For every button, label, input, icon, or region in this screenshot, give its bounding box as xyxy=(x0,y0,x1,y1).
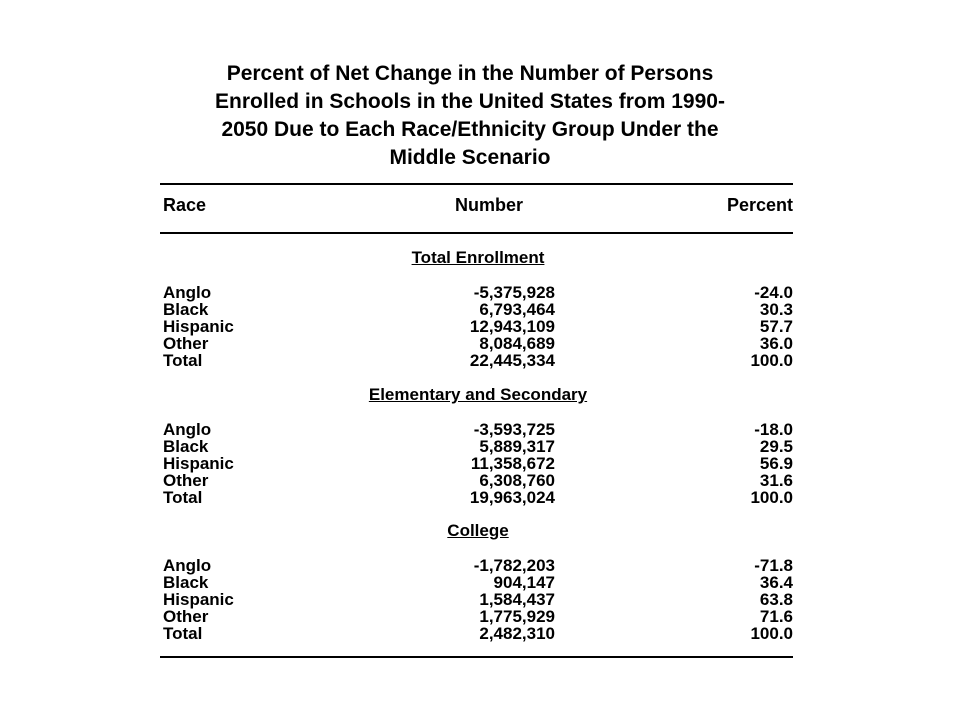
section-title: College xyxy=(447,521,509,540)
cell-number: -1,782,203 xyxy=(473,556,555,575)
cell-number: 19,963,024 xyxy=(469,488,555,507)
section-rows xyxy=(163,284,793,369)
cell-number: 5,889,317 xyxy=(479,437,555,456)
cell-number: 12,943,109 xyxy=(469,317,555,336)
title-line: Enrolled in Schools in the United States from 1990- xyxy=(215,90,725,113)
cell-race: Other xyxy=(163,607,209,626)
cell-race: Other xyxy=(163,334,209,353)
title-line: Middle Scenario xyxy=(389,146,551,169)
cell-number: -3,593,725 xyxy=(473,420,555,439)
cell-number: 6,308,760 xyxy=(479,471,555,490)
cell-race: Hispanic xyxy=(163,454,234,473)
header-divider-rule xyxy=(160,232,793,234)
title-line: Percent of Net Change in the Number of Persons xyxy=(226,62,714,85)
cell-race: Total xyxy=(163,624,203,643)
cell-race: Black xyxy=(163,300,209,319)
cell-race: Total xyxy=(163,488,203,507)
cell-number: 2,482,310 xyxy=(479,624,555,643)
table-row xyxy=(163,421,793,438)
cell-race: Total xyxy=(163,351,203,370)
table-row xyxy=(163,489,793,506)
cell-number: 6,793,464 xyxy=(479,300,555,319)
section-title: Total Enrollment xyxy=(411,248,545,267)
table-row xyxy=(163,608,793,625)
cell-number: 11,358,672 xyxy=(470,454,555,473)
table-row xyxy=(163,472,793,489)
title-line: 2050 Due to Each Race/Ethnicity Group Under the xyxy=(221,118,719,141)
cell-number: 1,775,929 xyxy=(479,607,555,626)
cell-percent: 71.6 xyxy=(759,607,793,626)
table-top-rule xyxy=(160,183,793,185)
cell-percent: 29.5 xyxy=(759,437,793,456)
table-row xyxy=(163,438,793,455)
cell-percent: 100.0 xyxy=(750,351,793,370)
table-row xyxy=(163,301,793,318)
table-bottom-rule xyxy=(160,656,793,658)
page-title xyxy=(150,60,790,172)
cell-percent: 36.4 xyxy=(759,573,793,592)
column-header-race: Race xyxy=(163,195,207,215)
table-row xyxy=(163,591,793,608)
cell-race: Other xyxy=(163,471,209,490)
section-title: Elementary and Secondary xyxy=(368,385,588,404)
cell-percent: 56.9 xyxy=(759,454,793,473)
table-row xyxy=(163,352,793,369)
column-header-percent: Percent xyxy=(726,195,793,215)
table-row xyxy=(163,557,793,574)
table-row xyxy=(163,318,793,335)
cell-number: 22,445,334 xyxy=(469,351,555,370)
section-rows xyxy=(163,421,793,506)
cell-percent: 100.0 xyxy=(750,488,793,507)
section-rows xyxy=(163,557,793,642)
cell-race: Black xyxy=(163,437,209,456)
table-row xyxy=(163,335,793,352)
table-header xyxy=(163,195,793,217)
cell-percent: 36.0 xyxy=(759,334,793,353)
column-header-number: Number xyxy=(454,195,523,215)
cell-number: 1,584,437 xyxy=(479,590,555,609)
cell-percent: -71.8 xyxy=(754,556,793,575)
cell-race: Anglo xyxy=(163,556,212,575)
cell-number: 904,147 xyxy=(493,573,555,592)
cell-percent: 63.8 xyxy=(759,590,793,609)
cell-percent: -24.0 xyxy=(754,283,793,302)
cell-race: Anglo xyxy=(163,420,212,439)
cell-percent: 100.0 xyxy=(750,624,793,643)
cell-percent: 30.3 xyxy=(759,300,793,319)
cell-race: Hispanic xyxy=(163,590,234,609)
table-row xyxy=(163,284,793,301)
table-row xyxy=(163,625,793,642)
cell-percent: 31.6 xyxy=(759,471,793,490)
cell-number: -5,375,928 xyxy=(473,283,555,302)
cell-race: Black xyxy=(163,573,209,592)
cell-percent: -18.0 xyxy=(754,420,793,439)
cell-race: Hispanic xyxy=(163,317,234,336)
table-row xyxy=(163,574,793,591)
cell-percent: 57.7 xyxy=(759,317,793,336)
cell-number: 8,084,689 xyxy=(479,334,555,353)
cell-race: Anglo xyxy=(163,283,212,302)
table-row xyxy=(163,455,793,472)
